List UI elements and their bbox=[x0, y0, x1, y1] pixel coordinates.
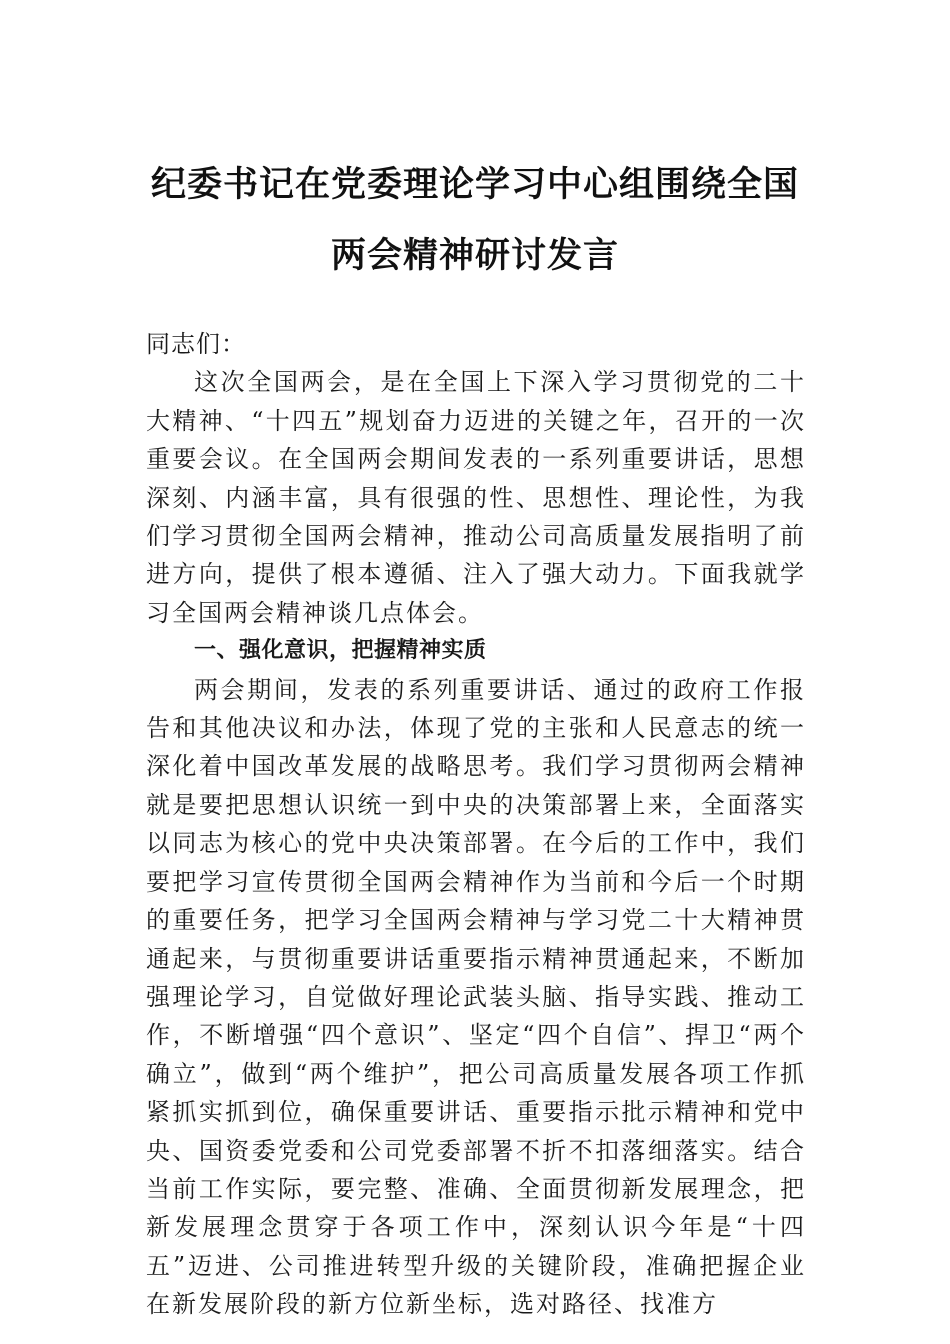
paragraph-intro: 这次全国两会，是在全国上下深入学习贯彻党的二十大精神、“十四五”规划奋力迈进的关键之年，召开的一次重要会议。在全国两会期间发表的一系列重要讲话，思想深刻、内涵丰富，具有很强的性、思想性、理论性，为我们学习贯彻全国两会精神，推动公司高质量发展指明了前进方向，提供了根本遵循、注入了强大动力。下面我就学习全国两会精神谈几点体会。 bbox=[146, 368, 806, 627]
section-heading-1: 一、强化意识，把握精神实质 bbox=[194, 638, 487, 664]
greeting: 同志们： bbox=[146, 330, 246, 358]
document-title-line-1: 纪委书记在党委理论学习中心组围绕全国 bbox=[150, 164, 799, 205]
paragraph-section-1: 两会期间，发表的系列重要讲话、通过的政府工作报告和其他决议和办法，体现了党的主张和人民意志的统一深化着中国改革发展的战略思考。我们学习贯彻两会精神就是要把思想认识统一到中央的决策部署上来，全面落实以同志为核心的党中央决策部署。在今后的工作中，我们要把学习宣传贯彻全国两会精神作为当前和今后一个时期的重要任务，把学习全国两会精神与学习党二十大精神贯通起来，与贯彻重要讲话重要指示精神贯通起来，不断加强理论学习，自觉做好理论武装头脑、指导实践、推动工作，不断增强“四个意识”、坚定“四个自信”、捍卫“两个确立”，做到“两个维护”，把公司高质量发展各项工作抓紧抓实抓到位，确保重要讲话、重要指示批示精神和党中央、国资委党委和公司党委部署不折不扣落细落实。结合当前工作实际，要完整、准确、全面贯彻新发展理念，把新发展理念贯穿于各项工作中，深刻认识今年是“十四五”迈进、公司推进转型升级的关键阶段，准确把握企业在新发展阶段的新方位新坐标，选对路径、找准方 bbox=[146, 675, 806, 1319]
document-title-line-2: 两会精神研讨发言 bbox=[330, 235, 619, 276]
document-body bbox=[146, 325, 806, 1324]
